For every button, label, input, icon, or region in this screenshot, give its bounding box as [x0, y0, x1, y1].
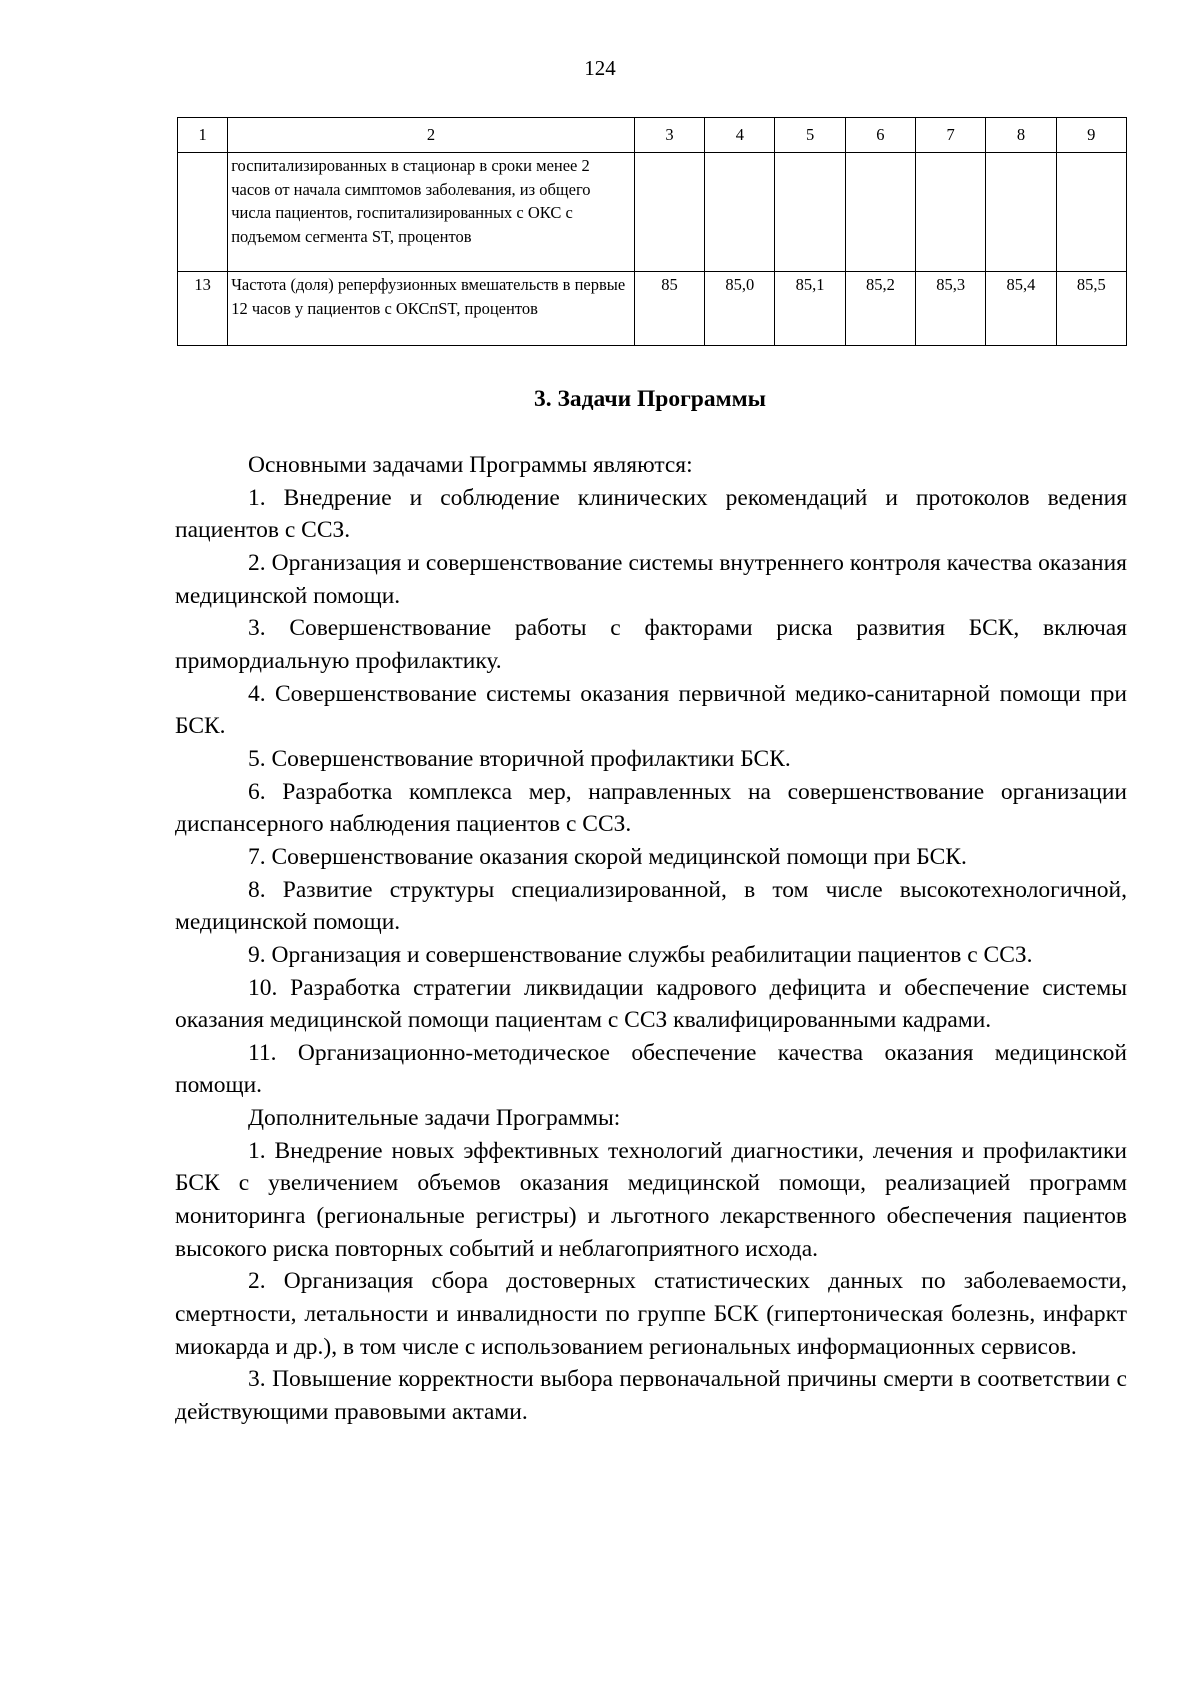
task-item: 1. Внедрение и соблюдение клинических рекомендаций и протоколов ведения пациентов с ССЗ. — [175, 484, 1127, 544]
header-cell: 8 — [986, 118, 1056, 153]
header-cell: 1 — [178, 118, 228, 153]
header-cell: 2 — [228, 118, 635, 153]
table-row — [178, 153, 1127, 272]
value-cell — [986, 153, 1056, 272]
section-title: 3. Задачи Программы — [534, 386, 766, 412]
header-cell: 9 — [1056, 118, 1126, 153]
task-item: 5. Совершенствование вторичной профилактики БСК. — [248, 745, 791, 772]
task-item: 7. Совершенствование оказания скорой медицинской помощи при БСК. — [248, 843, 967, 870]
header-cell: 3 — [634, 118, 704, 153]
task-item: 2. Организация и совершенствование системы внутреннего контроля качества оказания медицинской помощи. — [175, 549, 1127, 609]
value-cell — [634, 153, 704, 272]
value-cell — [916, 153, 986, 272]
header-cell: 6 — [845, 118, 915, 153]
task-item: 11. Организационно-методическое обеспечение качества оказания медицинской помощи. — [175, 1039, 1127, 1099]
header-cell: 7 — [916, 118, 986, 153]
indicator-description: госпитализированных в стационар в сроки менее 2 часов от начала симптомов заболевания, из общего числа пациентов, госпитализированных с ОКС с подъемом сегмента ST, процентов — [228, 153, 635, 272]
value-cell — [775, 153, 845, 272]
section-body — [175, 449, 1127, 1429]
header-cell: 5 — [775, 118, 845, 153]
row-number: 13 — [178, 272, 228, 346]
additional-task-item: 3. Повышение корректности выбора первоначальной причины смерти в соответствии с действующими правовыми актами. — [175, 1366, 1127, 1426]
value-cell: 85,5 — [1056, 272, 1126, 346]
value-cell: 85,2 — [845, 272, 915, 346]
indicator-table — [177, 117, 1127, 346]
value-cell: 85,0 — [705, 272, 775, 346]
table-row — [178, 272, 1127, 346]
task-item: 9. Организация и совершенствование службы реабилитации пациентов с ССЗ. — [248, 941, 1033, 968]
task-item: 6. Разработка комплекса мер, направленных на совершенствование организации диспансерного наблюдения пациентов с ССЗ. — [175, 778, 1127, 838]
value-cell: 85 — [634, 272, 704, 346]
additional-task-item: 2. Организация сбора достоверных статистических данных по заболеваемости, смертности, летальности и инвалидности по группе БСК (гипертоническая болезнь, инфаркт миокарда и др.), в том числе с использованием региональных информационных сервисов. — [175, 1268, 1127, 1360]
value-cell: 85,4 — [986, 272, 1056, 346]
header-cell: 4 — [705, 118, 775, 153]
task-item: 8. Развитие структуры специализированной, в том числе высокотехнологичной, медицинской помощи. — [175, 876, 1127, 936]
value-cell — [845, 153, 915, 272]
page-number: 124 — [584, 56, 616, 80]
row-number — [178, 153, 228, 272]
task-item: 4. Совершенствование системы оказания первичной медико-санитарной помощи при БСК. — [175, 680, 1127, 740]
value-cell — [1056, 153, 1126, 272]
paragraph-additional-intro: Дополнительные задачи Программы: — [248, 1105, 621, 1132]
additional-task-item: 1. Внедрение новых эффективных технологий диагностики, лечения и профилактики БСК с увеличением объемов оказания медицинской помощи, реализацией программ мониторинга (региональные регистры) и льготного лекарственного обеспечения пациентов высокого риска повторных событий и неблагоприятного исхода. — [175, 1137, 1127, 1262]
value-cell: 85,3 — [916, 272, 986, 346]
task-item: 10. Разработка стратегии ликвидации кадрового дефицита и обеспечение системы оказания медицинской помощи пациентам с ССЗ квалифицированными кадрами. — [175, 974, 1127, 1034]
value-cell — [705, 153, 775, 272]
task-item: 3. Совершенствование работы с факторами риска развития БСК, включая примордиальную профилактику. — [175, 615, 1127, 674]
paragraph-intro: Основными задачами Программы являются: — [248, 452, 693, 478]
value-cell: 85,1 — [775, 272, 845, 346]
table-header-row — [178, 118, 1127, 153]
indicator-description: Частота (доля) реперфузионных вмешательств в первые 12 часов у пациентов с ОКСпST, процентов — [228, 272, 635, 346]
